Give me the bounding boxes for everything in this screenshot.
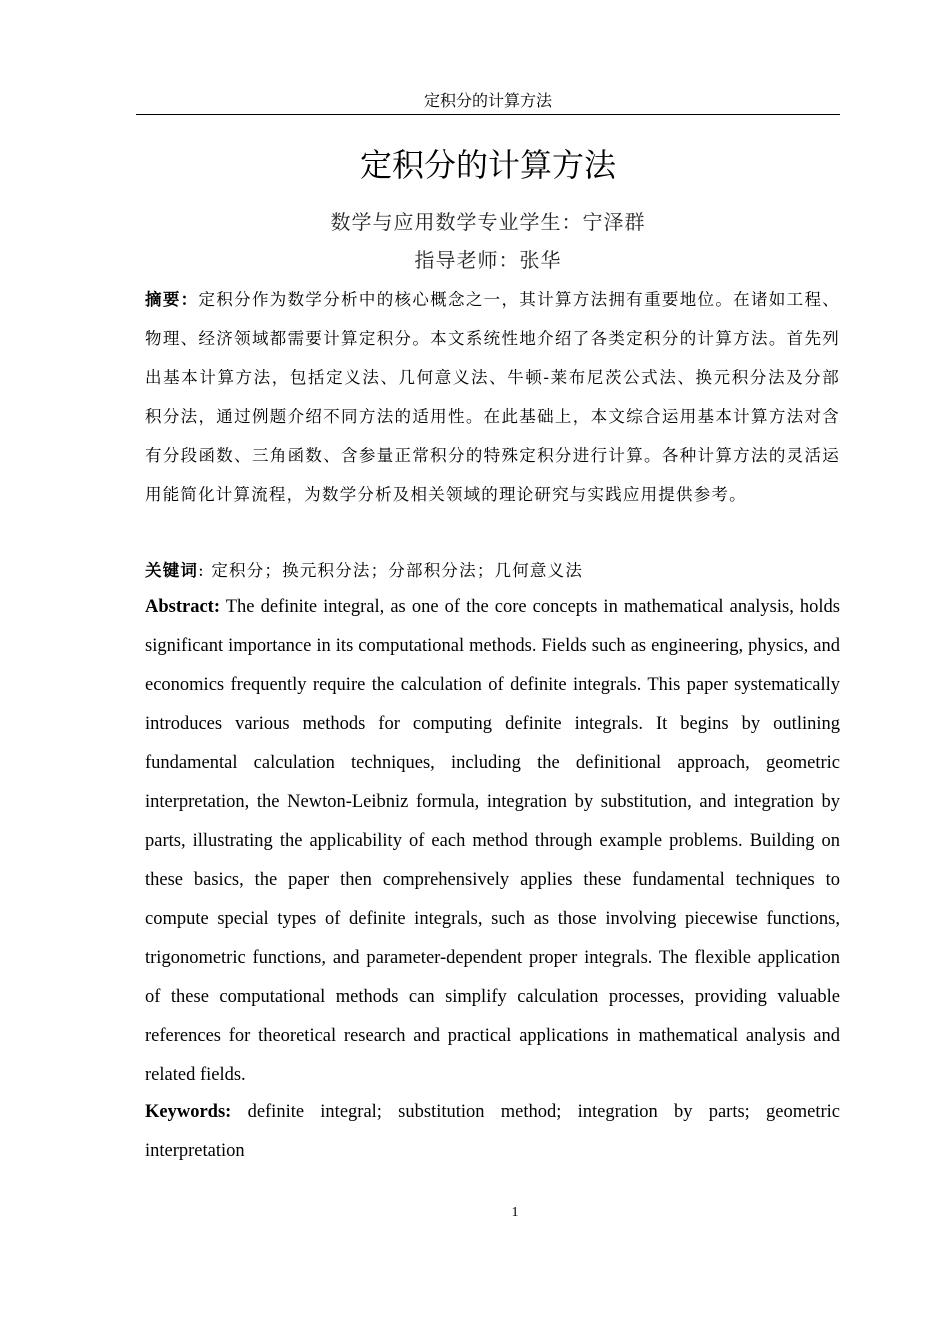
running-header (136, 90, 840, 115)
english-keywords-text: definite integral; substitution method; integration by parts; geometric interpretation (145, 1102, 840, 1161)
chinese-keywords (145, 551, 840, 590)
running-header-title: 定积分的计算方法 (423, 91, 552, 110)
chinese-abstract-label: 摘要： (145, 290, 199, 309)
english-abstract-text: The definite integral, as one of the core concepts in mathematical analysis, holds significant importance in its computational methods. Fields such as engineering, physics, and economics frequently require the calculation of definite integrals. This paper systematically introduces various methods for computing definite integrals. It begins by outlining fundamental calculation techniques, including the definitional approach, geometric interpretation, the Newton-Leibniz formula, integration by substitution, and integration by parts, illustrating the applicability of each method through example problems. Building on these basics, the paper then comprehensively applies these fundamental techniques to compute special types of definite integrals, such as those involving piecewise functions, trigonometric functions, and parameter-dependent proper integrals. The flexible application of these computational methods can simplify calculation processes, providing valuable references for theoretical research and practical applications in mathematical analysis and related fields. (145, 597, 840, 1085)
chinese-abstract-text: 定积分作为数学分析中的核心概念之一，其计算方法拥有重要地位。在诸如工程、物理、经济领域都需要计算定积分。本文系统性地介绍了各类定积分的计算方法。首先列出基本计算方法，包括定义法、几何意义法、牛顿-莱布尼茨公式法、换元积分法及分部积分法，通过例题介绍不同方法的适用性。在此基础上，本文综合运用基本计算方法对含有分段函数、三角函数、含参量正常积分的特殊定积分进行计算。各种计算方法的灵活运用能简化计算流程，为数学分析及相关领域的理论研究与实践应用提供参考。 (145, 290, 841, 504)
advisor-line: 指导老师：张华 (414, 248, 562, 272)
chinese-keywords-separator: : (198, 561, 212, 580)
english-abstract-label: Abstract: (145, 597, 221, 617)
english-keywords (145, 1093, 840, 1171)
chinese-keywords-label: 关键词 (145, 561, 199, 580)
page-number: 1 (511, 1205, 519, 1220)
paper-title: 定积分的计算方法 (359, 146, 616, 184)
english-abstract (145, 588, 840, 1095)
chinese-abstract (145, 280, 840, 514)
author-line: 数学与应用数学专业学生：宁泽群 (330, 210, 646, 234)
chinese-keywords-text: 定积分；换元积分法；分部积分法；几何意义法 (211, 561, 584, 580)
english-keywords-label: Keywords: (145, 1102, 232, 1122)
